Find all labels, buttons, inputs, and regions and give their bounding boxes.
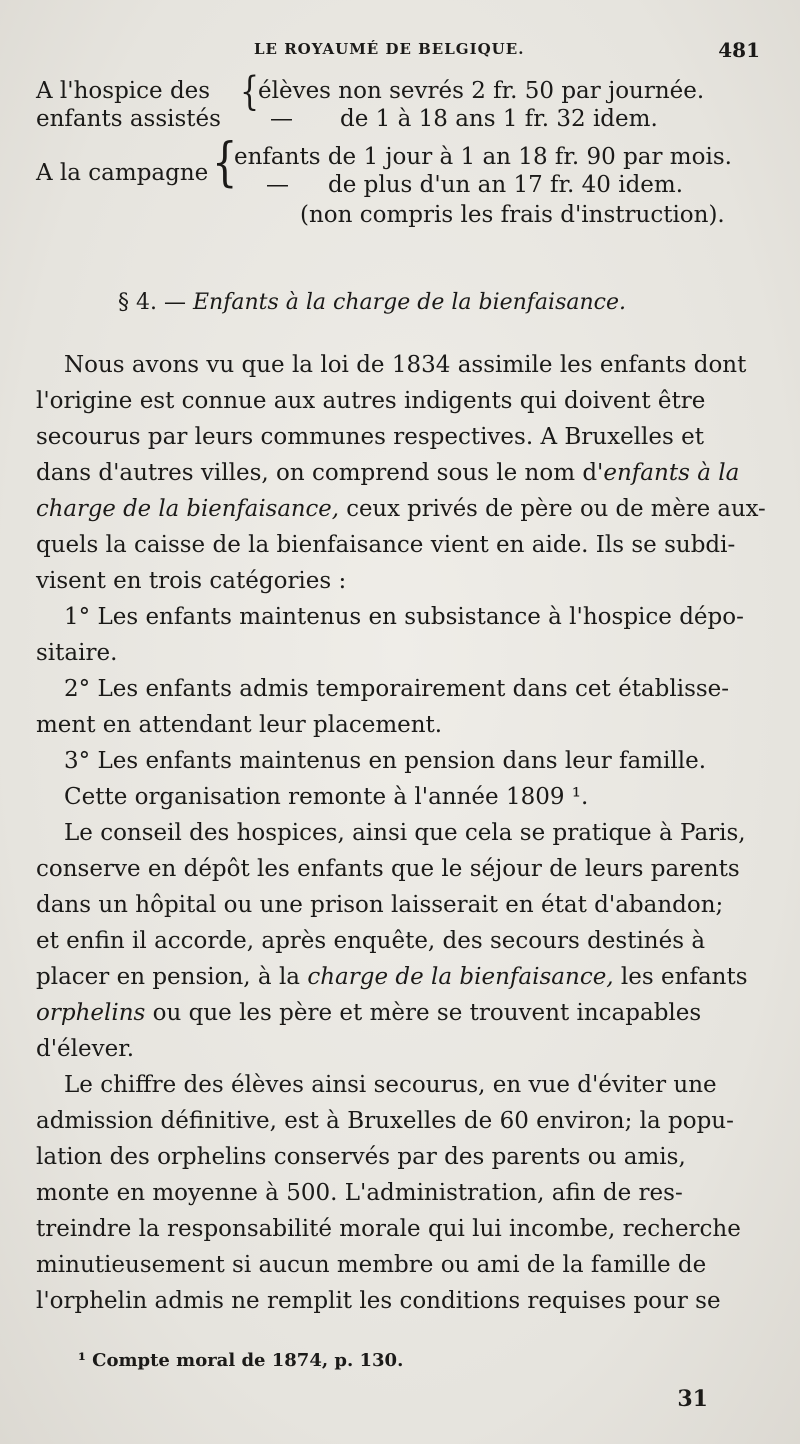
body-line: quels la caisse de la bienfaisance vient en aide. Ils se subdi- xyxy=(36,532,736,558)
table-campagne-label: A la campagne xyxy=(36,160,209,186)
table-campagne-row-2-dash: — xyxy=(266,172,289,198)
table-hospice-row-2: de 1 à 18 ans 1 fr. 32 idem. xyxy=(340,106,658,132)
page-number: 481 xyxy=(718,38,760,62)
body-line: orphelins ou que les père et mère se trouvent incapables xyxy=(36,1000,702,1026)
table-hospice-row-2-dash: — xyxy=(270,106,293,132)
section-number: § 4. — xyxy=(118,290,186,315)
running-title: LE ROYAUMÉ DE BELGIQUE. xyxy=(254,40,525,58)
body-line: 2° Les enfants admis temporairement dans cet établisse- xyxy=(64,676,730,702)
section-heading xyxy=(118,288,626,318)
body-line: l'orphelin admis ne remplit les conditions requises pour se xyxy=(36,1288,721,1314)
body-line: treindre la responsabilité morale qui lui incombe, recherche xyxy=(36,1216,741,1242)
body-line: l'origine est connue aux autres indigents qui doivent être xyxy=(36,388,706,414)
table-note: (non compris les frais d'instruction). xyxy=(300,202,725,228)
table-hospice-label-2: enfants assistés xyxy=(36,106,221,132)
body-line: charge de la bienfaisance, ceux privés de père ou de mère aux- xyxy=(36,496,766,522)
table-hospice-row-1: élèves non sevrés 2 fr. 50 par journée. xyxy=(258,78,705,104)
running-header xyxy=(36,38,762,66)
body-line: Cette organisation remonte à l'année 1809 ¹. xyxy=(64,784,589,810)
body-line: lation des orphelins conservés par des parents ou amis, xyxy=(36,1144,686,1170)
body-line: Le chiffre des élèves ainsi secourus, en vue d'éviter une xyxy=(64,1072,717,1098)
table-hospice-brace: { xyxy=(240,69,260,116)
body-line: visent en trois catégories : xyxy=(36,568,347,594)
body-line: secourus par leurs communes respectives. A Bruxelles et xyxy=(36,424,704,450)
body-line: conserve en dépôt les enfants que le séjour de leurs parents xyxy=(36,856,740,882)
body-line: d'élever. xyxy=(36,1036,135,1062)
body-line: Nous avons vu que la loi de 1834 assimile les enfants dont xyxy=(64,352,747,378)
section-title: Enfants à la charge de la bienfaisance. xyxy=(192,290,626,315)
body-line: dans un hôpital ou une prison laisserait en état d'abandon; xyxy=(36,892,724,918)
body-line: Le conseil des hospices, ainsi que cela se pratique à Paris, xyxy=(64,820,746,846)
signature-mark: 31 xyxy=(677,1386,708,1412)
body-line: et enfin il accorde, après enquête, des secours destinés à xyxy=(36,928,706,954)
body-line: placer en pension, à la charge de la bienfaisance, les enfants xyxy=(36,964,748,990)
body-line: 3° Les enfants maintenus en pension dans leur famille. xyxy=(64,748,707,774)
table-campagne-row-2: de plus d'un an 17 fr. 40 idem. xyxy=(328,172,684,198)
body-line: ment en attendant leur placement. xyxy=(36,712,443,738)
body-line: minutieusement si aucun membre ou ami de la famille de xyxy=(36,1252,707,1278)
table-hospice-label-1: A l'hospice des xyxy=(36,78,211,104)
table-campagne-brace: { xyxy=(212,133,238,193)
body-line: 1° Les enfants maintenus en subsistance à l'hospice dépo- xyxy=(64,604,744,630)
body-line: monte en moyenne à 500. L'administration, afin de res- xyxy=(36,1180,683,1206)
body-line: sitaire. xyxy=(36,640,118,666)
body-line: dans d'autres villes, on comprend sous le nom d'enfants à la xyxy=(36,460,740,486)
footnote: ¹ Compte moral de 1874, p. 130. xyxy=(78,1350,404,1371)
body-line: admission définitive, est à Bruxelles de 60 environ; la popu- xyxy=(36,1108,734,1134)
table-campagne-row-1: enfants de 1 jour à 1 an 18 fr. 90 par mois. xyxy=(234,144,732,170)
